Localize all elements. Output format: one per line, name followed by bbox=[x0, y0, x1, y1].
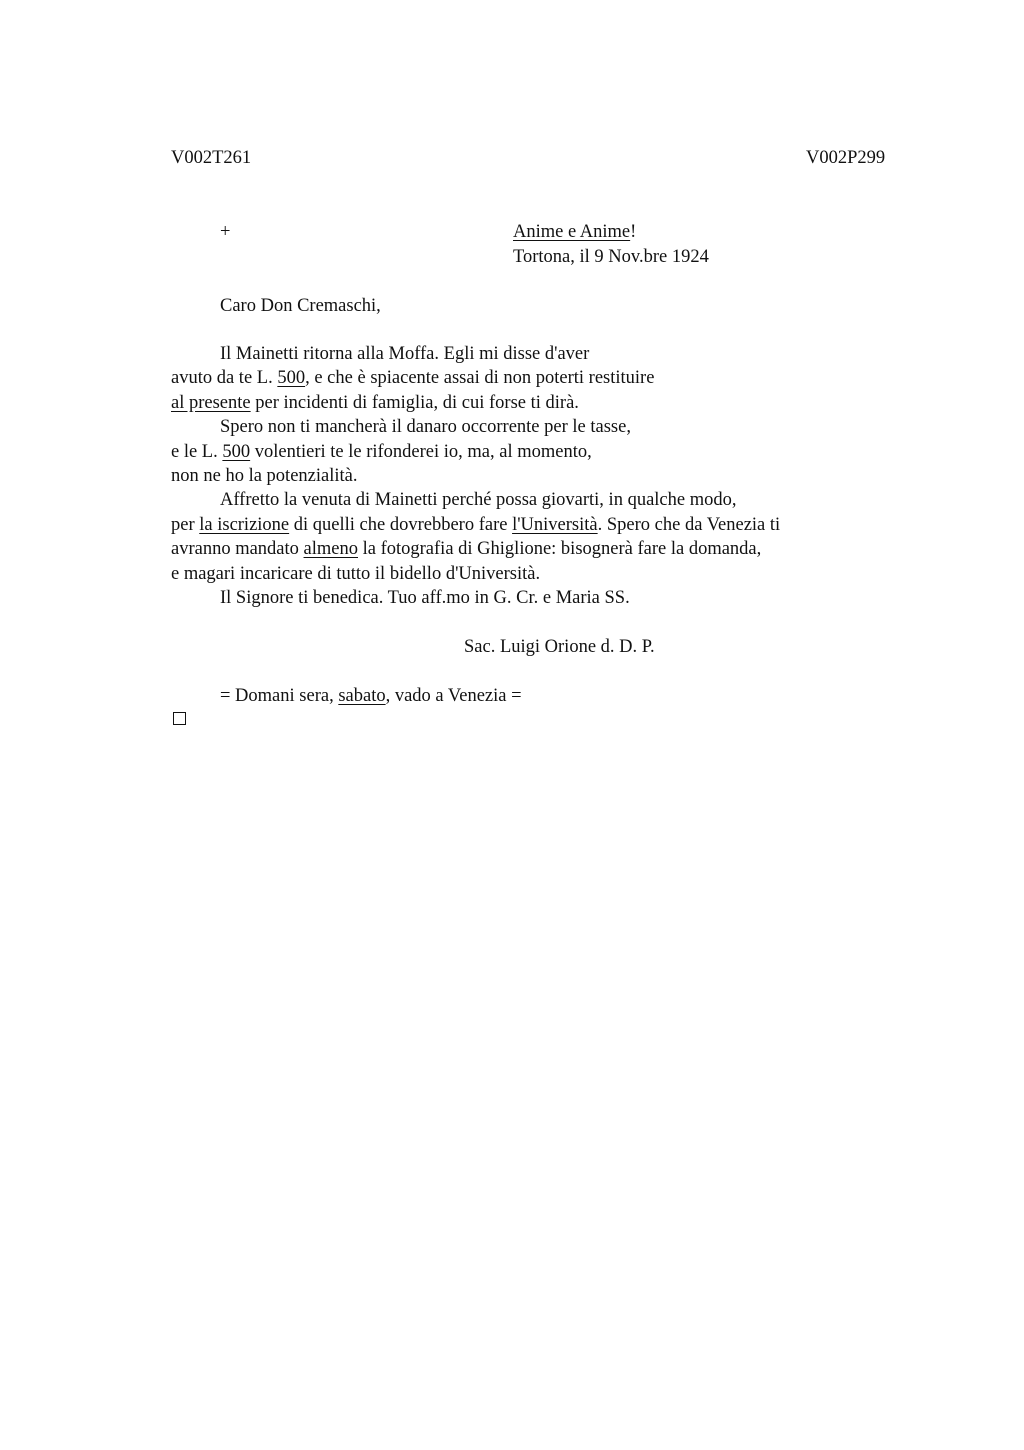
body-line bbox=[171, 440, 891, 464]
underlined-phrase: l'Università bbox=[512, 514, 598, 535]
text-run: la fotografia di Ghiglione: bisognerà fare la domanda, bbox=[358, 539, 762, 560]
underlined-phrase: la iscrizione bbox=[199, 514, 290, 535]
underlined-word: sabato bbox=[338, 686, 386, 706]
body-line: e magari incaricare di tutto il bidello d'Università. bbox=[171, 563, 541, 584]
body-line bbox=[171, 391, 891, 415]
body-line bbox=[171, 366, 891, 390]
letter-heading bbox=[513, 220, 636, 244]
text-run: avuto da te L. bbox=[171, 368, 278, 389]
document-reference-right: V002P299 bbox=[806, 148, 886, 168]
signature: Sac. Luigi Orione d. D. P. bbox=[464, 637, 655, 657]
body-line bbox=[171, 513, 891, 537]
text-run: , e che è spiacente assai di non poterti restituire bbox=[305, 368, 655, 389]
body-line: Affretto la venuta di Mainetti perché possa giovarti, in qualche modo, bbox=[220, 490, 737, 511]
text-run: per bbox=[171, 514, 200, 535]
document-reference-left: V002T261 bbox=[171, 148, 252, 168]
body-line: Il Mainetti ritorna alla Moffa. Egli mi disse d'aver bbox=[220, 344, 590, 364]
postscript bbox=[220, 684, 522, 708]
body-line: Spero non ti mancherà il danaro occorrente per le tasse, bbox=[220, 417, 631, 438]
body-line: non ne ho la potenzialità. bbox=[171, 465, 358, 486]
text-run: = Domani sera, bbox=[220, 686, 339, 706]
text-run: , vado a Venezia = bbox=[385, 686, 522, 706]
underlined-amount: 500 bbox=[222, 441, 251, 462]
end-of-document-square-icon bbox=[173, 712, 186, 725]
dateline: Tortona, il 9 Nov.bre 1924 bbox=[513, 247, 709, 267]
heading-suffix: ! bbox=[630, 222, 637, 242]
heading-underlined: Anime e Anime bbox=[513, 222, 631, 242]
body-line bbox=[171, 537, 891, 561]
text-run: di quelli che dovrebbero fare bbox=[289, 514, 513, 535]
text-run: volentieri te le rifonderei io, ma, al momento, bbox=[250, 441, 592, 462]
underlined-phrase: al presente bbox=[171, 392, 251, 413]
underlined-word: almeno bbox=[303, 539, 358, 560]
cross-symbol: + bbox=[220, 222, 231, 242]
text-run: per incidenti di famiglia, di cui forse ti dirà. bbox=[250, 392, 579, 413]
text-run: e le L. bbox=[171, 441, 223, 462]
text-run: . Spero che da Venezia ti bbox=[597, 514, 781, 535]
closing-line: Il Signore ti benedica. Tuo aff.mo in G. Cr. e Maria SS. bbox=[220, 587, 630, 608]
letter-body bbox=[171, 342, 891, 610]
underlined-amount: 500 bbox=[277, 368, 306, 389]
text-run: avranno mandato bbox=[171, 539, 304, 560]
salutation: Caro Don Cremaschi, bbox=[220, 296, 381, 316]
